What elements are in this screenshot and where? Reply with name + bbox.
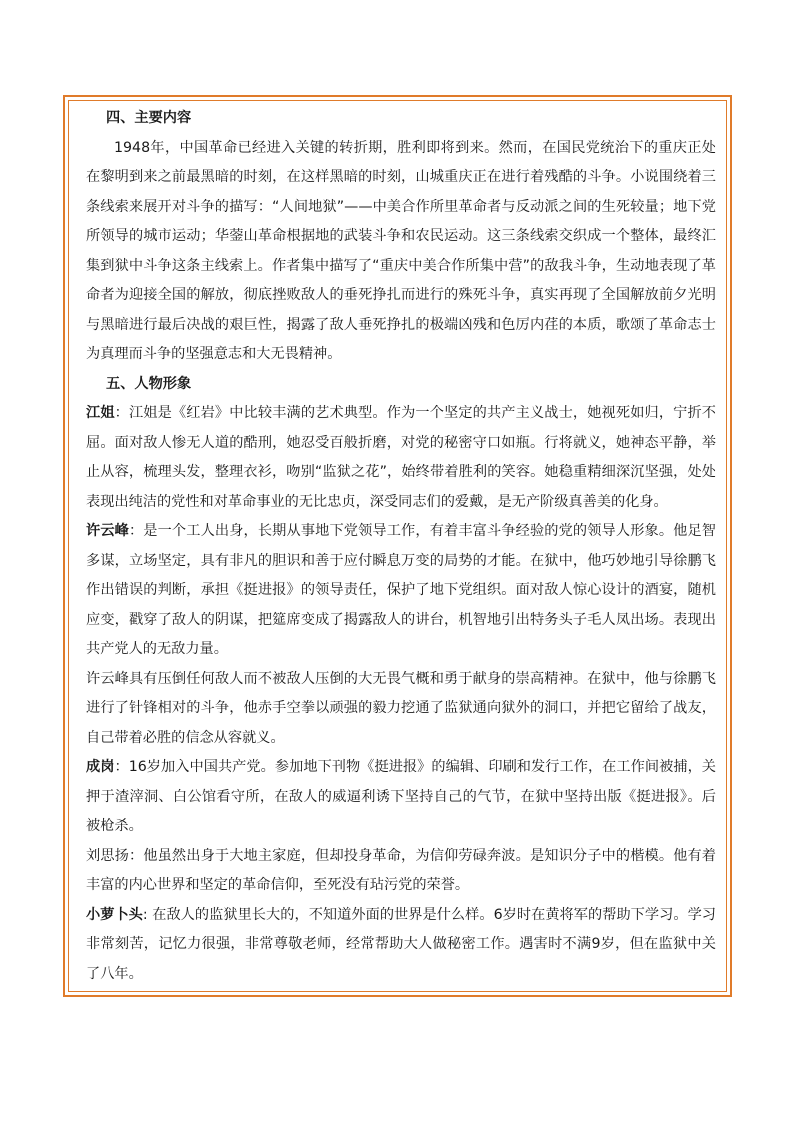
document-content (86, 104, 716, 989)
character-description: ：是一个工人出身，长期从事地下党领导工作，有着丰富斗争经验的党的领导人形象。他足智多谋，立场坚定，具有非凡的胆识和善于应付瞬息万变的局势的才能。在狱中，他巧妙地引导徐鹏飞作出错误的判断，承担《挺进报》的领导责任，保护了地下党组织。面对敌人惊心设计的酒宴，随机应变，戳穿了敌人的阴谋，把筵席变成了揭露敌人的讲台，机智地引出特务头子毛人凤出场。表现出共产党人的无敌力量。 (86, 523, 716, 657)
character-description: ：16岁加入中国共产党。参加地下刊物《挺进报》的编辑、印刷和发行工作，在工作间被捕，关押于渣滓洞、白公馆看守所，在敌人的威逼利诱下坚持自己的气节，在狱中坚持出版《挺进报》。后被枪杀。 (86, 759, 716, 834)
character-paragraph-xiaoluobotou (86, 901, 716, 990)
character-paragraph-xuyunfeng-continued (86, 665, 716, 754)
character-paragraph-jiangjie (86, 399, 716, 517)
character-paragraph-chenggang (86, 753, 716, 842)
character-description: ：江姐是《红岩》中比较丰满的艺术典型。作为一个坚定的共产主义战士，她视死如归，宁折不屈。面对敌人惨无人道的酷刑，她忍受百般折磨，对党的秘密守口如瓶。行将就义，她神态平静，举止从容，梳理头发，整理衣衫，吻别“监狱之花”，始终带着胜利的笑容。她稳重精细深沉坚强，处处表现出纯洁的党性和对革命事业的无比忠贞，深受同志们的爱戴，是无产阶级真善美的化身。 (86, 405, 716, 510)
character-name: 小萝卜头 (86, 906, 143, 923)
character-description: : 在敌人的监狱里长大的，不知道外面的世界是什么样。6岁时在黄将军的帮助下学习。学习非常刻苦，记忆力很强，非常尊敬老师，经常帮助大人做秘密工作。遇害时不满9岁，但在监狱中关了八年。 (86, 906, 716, 982)
character-name: 江姐 (86, 405, 115, 421)
character-description: 刘思扬：他虽然出身于大地主家庭，但却投身革命，为信仰劳碌奔波。是知识分子中的楷模。他有着丰富的内心世界和坚定的革命信仰，至死没有玷污党的荣誉。 (86, 847, 716, 893)
section-heading-characters: 五、人物形象 (106, 375, 192, 392)
character-description: 许云峰具有压倒任何敌人而不被敌人压倒的大无畏气概和勇于献身的崇高精神。在狱中，他与徐鹏飞进行了针锋相对的斗争，他赤手空拳以顽强的毅力挖通了监狱通向狱外的洞口，并把它留给了战友，自己带着必胜的信念从容就义。 (86, 670, 716, 746)
character-name: 成岗 (86, 759, 115, 775)
main-content-paragraph: 1948年，中国革命已经进入关键的转折期，胜利即将到来。然而，在国民党统治下的重庆正处在黎明到来之前最黑暗的时刻，在这样黑暗的时刻，山城重庆正在进行着残酷的斗争。小说围绕着三条线索来展开对斗争的描写：“人间地狱”——中美合作所里革命者与反动派之间的生死较量；地下党所领导的城市运动；华蓥山革命根据地的武装斗争和农民运动。这三条线索交织成一个整体，最终汇集到狱中斗争这条主线索上。作者集中描写了“重庆中美合作所集中营”的敌我斗争，生动地表现了革命者为迎接全国的解放，彻底挫败敌人的垂死挣扎而进行的殊死斗争，真实再现了全国解放前夕光明与黑暗进行最后决战的艰巨性，揭露了敌人垂死挣扎的极端凶残和色厉内荏的本质，歌颂了革命志士为真理而斗争的坚强意志和大无畏精神。 (86, 139, 716, 362)
character-paragraph-xuyunfeng (86, 517, 716, 665)
character-paragraph-liusiyang (86, 842, 716, 901)
character-name: 许云峰 (86, 523, 129, 539)
section-heading-main-content: 四、主要内容 (106, 110, 192, 126)
